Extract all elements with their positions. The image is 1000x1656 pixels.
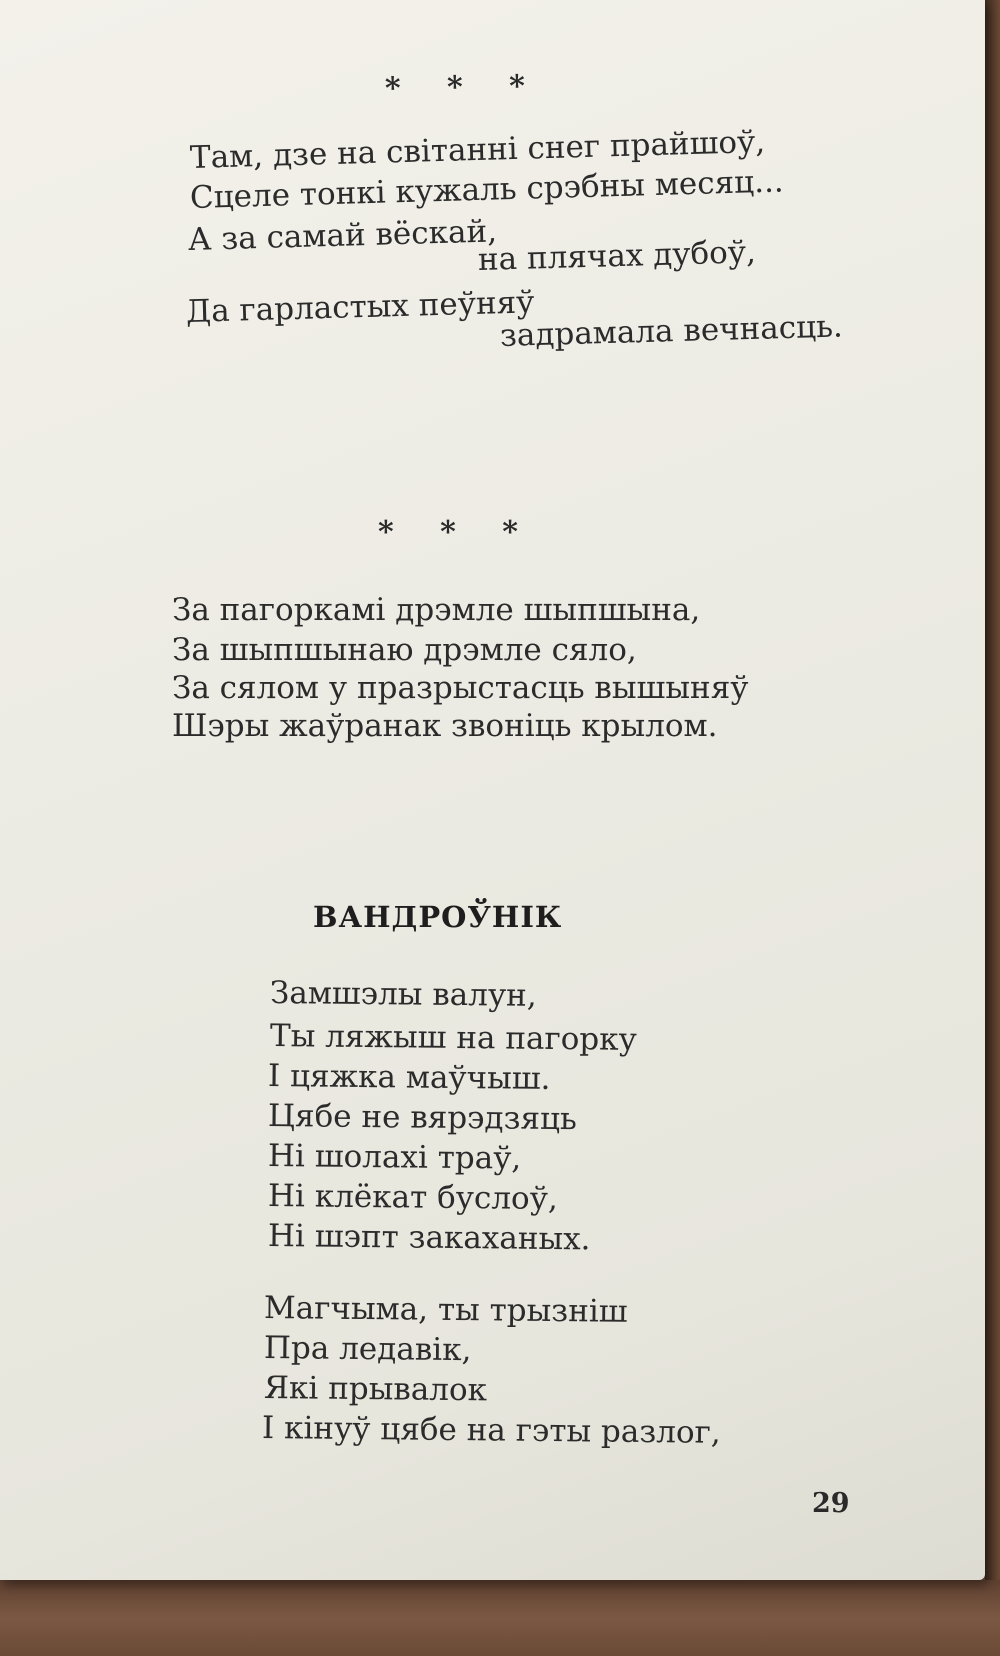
poem-line: І кінуў цябе на гэты разлог,: [261, 1410, 721, 1451]
poem-line: Да гарластых пеўняў: [185, 284, 535, 330]
poem-line: Шэры жаўранак звоніць крылом.: [172, 708, 718, 744]
poem-line: Цябе не вярэдзяць: [267, 1098, 578, 1138]
poem-line: на плячах дубоў,: [477, 234, 757, 278]
poem-line: Пра ледавік,: [263, 1330, 472, 1369]
poem-line: А за самай вёскай,: [187, 213, 498, 258]
poem-line: За шыпшынаю дрэмле сяло,: [172, 632, 637, 668]
poem-line: Там, дзе на світанні снег прайшоў,: [189, 123, 766, 176]
poem-line: За пагоркамі дрэмле шыпшына,: [172, 592, 701, 628]
poem-separator-stars: * * *: [378, 515, 536, 550]
poem-line: Замшэлы валун,: [269, 975, 537, 1014]
poem-separator-stars: * * *: [384, 68, 544, 107]
page-number: 29: [812, 1488, 850, 1519]
poem-line: Ні шолахі траў,: [267, 1138, 522, 1177]
poem-line: Які прывалок: [263, 1370, 488, 1409]
book-edge: [985, 0, 1000, 1580]
poem-line: Сцеле тонкі кужаль срэбны месяц...: [189, 163, 785, 216]
poem-title: ВАНДРОЎНІК: [313, 900, 563, 934]
poem-line: Ты ляжыш на пагорку: [269, 1018, 637, 1058]
poem-line: задрамала вечнасць.: [499, 308, 844, 354]
poem-line: Магчыма, ты трызніш: [263, 1290, 628, 1330]
poem-line: І цяжка маўчыш.: [267, 1058, 551, 1097]
poem-line: Ні шэпт закаханых.: [267, 1218, 591, 1258]
poem-line: Ні клёкат буслоў,: [267, 1178, 558, 1218]
wooden-surface: [0, 1580, 1000, 1656]
poem-line: За сялом у празрыстасць вышыняў: [172, 670, 749, 706]
